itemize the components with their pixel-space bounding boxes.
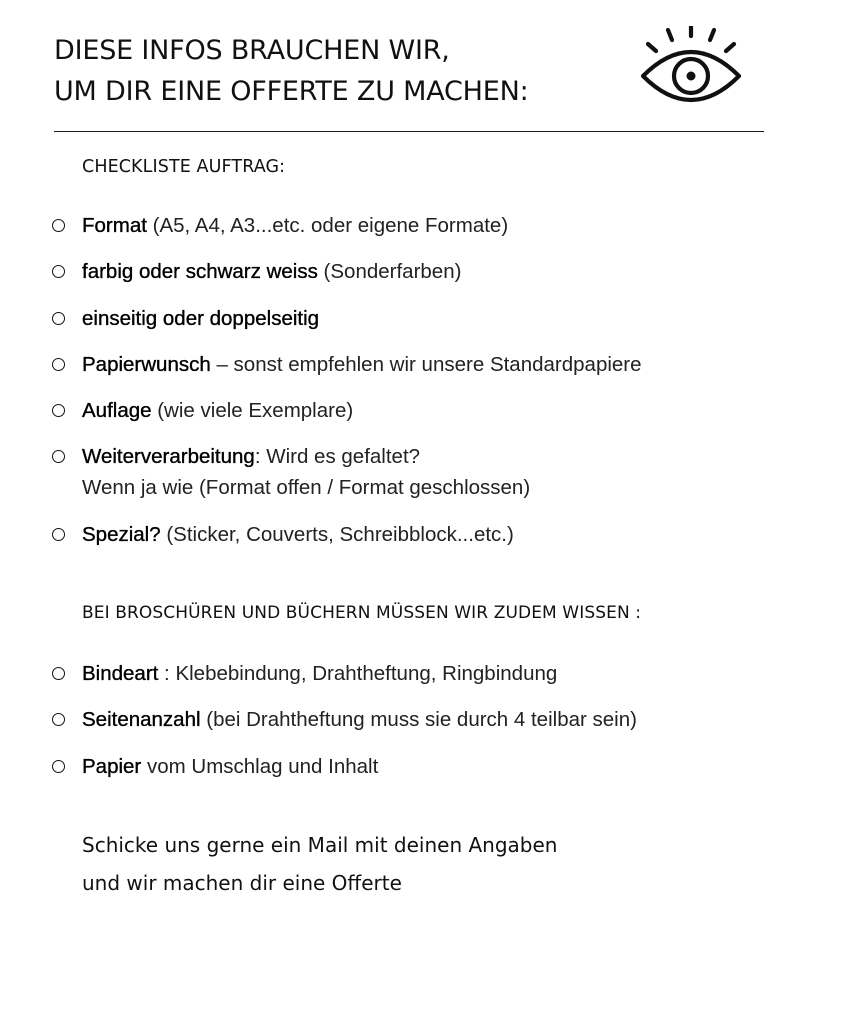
closing-line-1: Schicke uns gerne ein Mail mit deinen Angaben [82, 833, 558, 857]
item-detail: (bei Drahtheftung muss sie durch 4 teilbar sein) [200, 708, 637, 732]
page-title-line-1: DIESE INFOS BRAUCHEN WIR, [54, 35, 450, 66]
item-detail: (wie viele Exemplare) [151, 399, 354, 423]
checklist-item-bindeart [52, 658, 637, 689]
checkbox-circle-icon[interactable] [52, 528, 65, 541]
checkbox-circle-icon[interactable] [52, 312, 65, 325]
item-label: Papier [82, 754, 142, 778]
checkbox-circle-icon[interactable] [52, 713, 65, 726]
item-detail: (Sticker, Couverts, Schreibblock...etc.) [160, 522, 514, 546]
item-detail: (Sonderfarben) [317, 260, 462, 284]
checklist-auftrag [52, 210, 642, 565]
checklist-item-seiten [52, 303, 642, 334]
eye-icon [638, 26, 744, 108]
checklist-item-seitenanzahl [52, 704, 637, 735]
item-label: farbig oder schwarz weiss [82, 260, 318, 284]
checklist-broschueren [52, 658, 637, 797]
item-label: Spezial? [82, 522, 161, 546]
checkbox-circle-icon[interactable] [52, 667, 65, 680]
checklist-item-format [52, 210, 642, 241]
item-label: einseitig oder doppelseitig [82, 306, 320, 330]
section-heading-broschueren: BEI BROSCHÜREN UND BÜCHERN MÜSSEN WIR ZUDEM WISSEN : [82, 603, 642, 623]
checklist-item-farbe [52, 256, 642, 287]
item-detail: : Wird es gefaltet? [254, 445, 421, 469]
item-detail: – sonst empfehlen wir unsere Standardpapiere [210, 352, 642, 376]
checkbox-circle-icon[interactable] [52, 450, 65, 463]
checkbox-circle-icon[interactable] [52, 404, 65, 417]
item-label: Weiterverarbeitung [82, 445, 255, 469]
checkbox-circle-icon[interactable] [52, 219, 65, 232]
page-title-line-2: UM DIR EINE OFFERTE ZU MACHEN: [54, 76, 529, 107]
checkbox-circle-icon[interactable] [52, 265, 65, 278]
item-detail: (A5, A4, A3...etc. oder eigene Formate) [146, 214, 509, 237]
checklist-item-spezial [52, 519, 642, 550]
item-label: Papierwunsch [82, 352, 211, 376]
checklist-item-papierwunsch [52, 349, 642, 380]
header-divider [54, 131, 764, 132]
checklist-item-auflage [52, 395, 642, 426]
closing-line-2: und wir machen dir eine Offerte [82, 871, 402, 895]
item-label: Seitenanzahl [82, 708, 201, 732]
item-label: Auflage [82, 399, 152, 423]
item-detail: : Klebebindung, Drahtheftung, Ringbindung [158, 662, 558, 685]
item-label: Format [82, 214, 147, 237]
checklist-item-weiterverarbeitung [52, 441, 642, 503]
item-detail-line-2: Wenn ja wie (Format offen / Format geschlossen) [82, 476, 531, 500]
checkbox-circle-icon[interactable] [52, 358, 65, 371]
section-heading-auftrag: CHECKLISTE AUFTRAG: [82, 157, 286, 177]
checklist-item-papier [52, 751, 637, 782]
closing-message [82, 826, 557, 902]
item-label: Bindeart [82, 662, 159, 685]
checkbox-circle-icon[interactable] [52, 760, 65, 773]
item-detail: vom Umschlag und Inhalt [141, 754, 379, 778]
page-title [54, 30, 529, 112]
